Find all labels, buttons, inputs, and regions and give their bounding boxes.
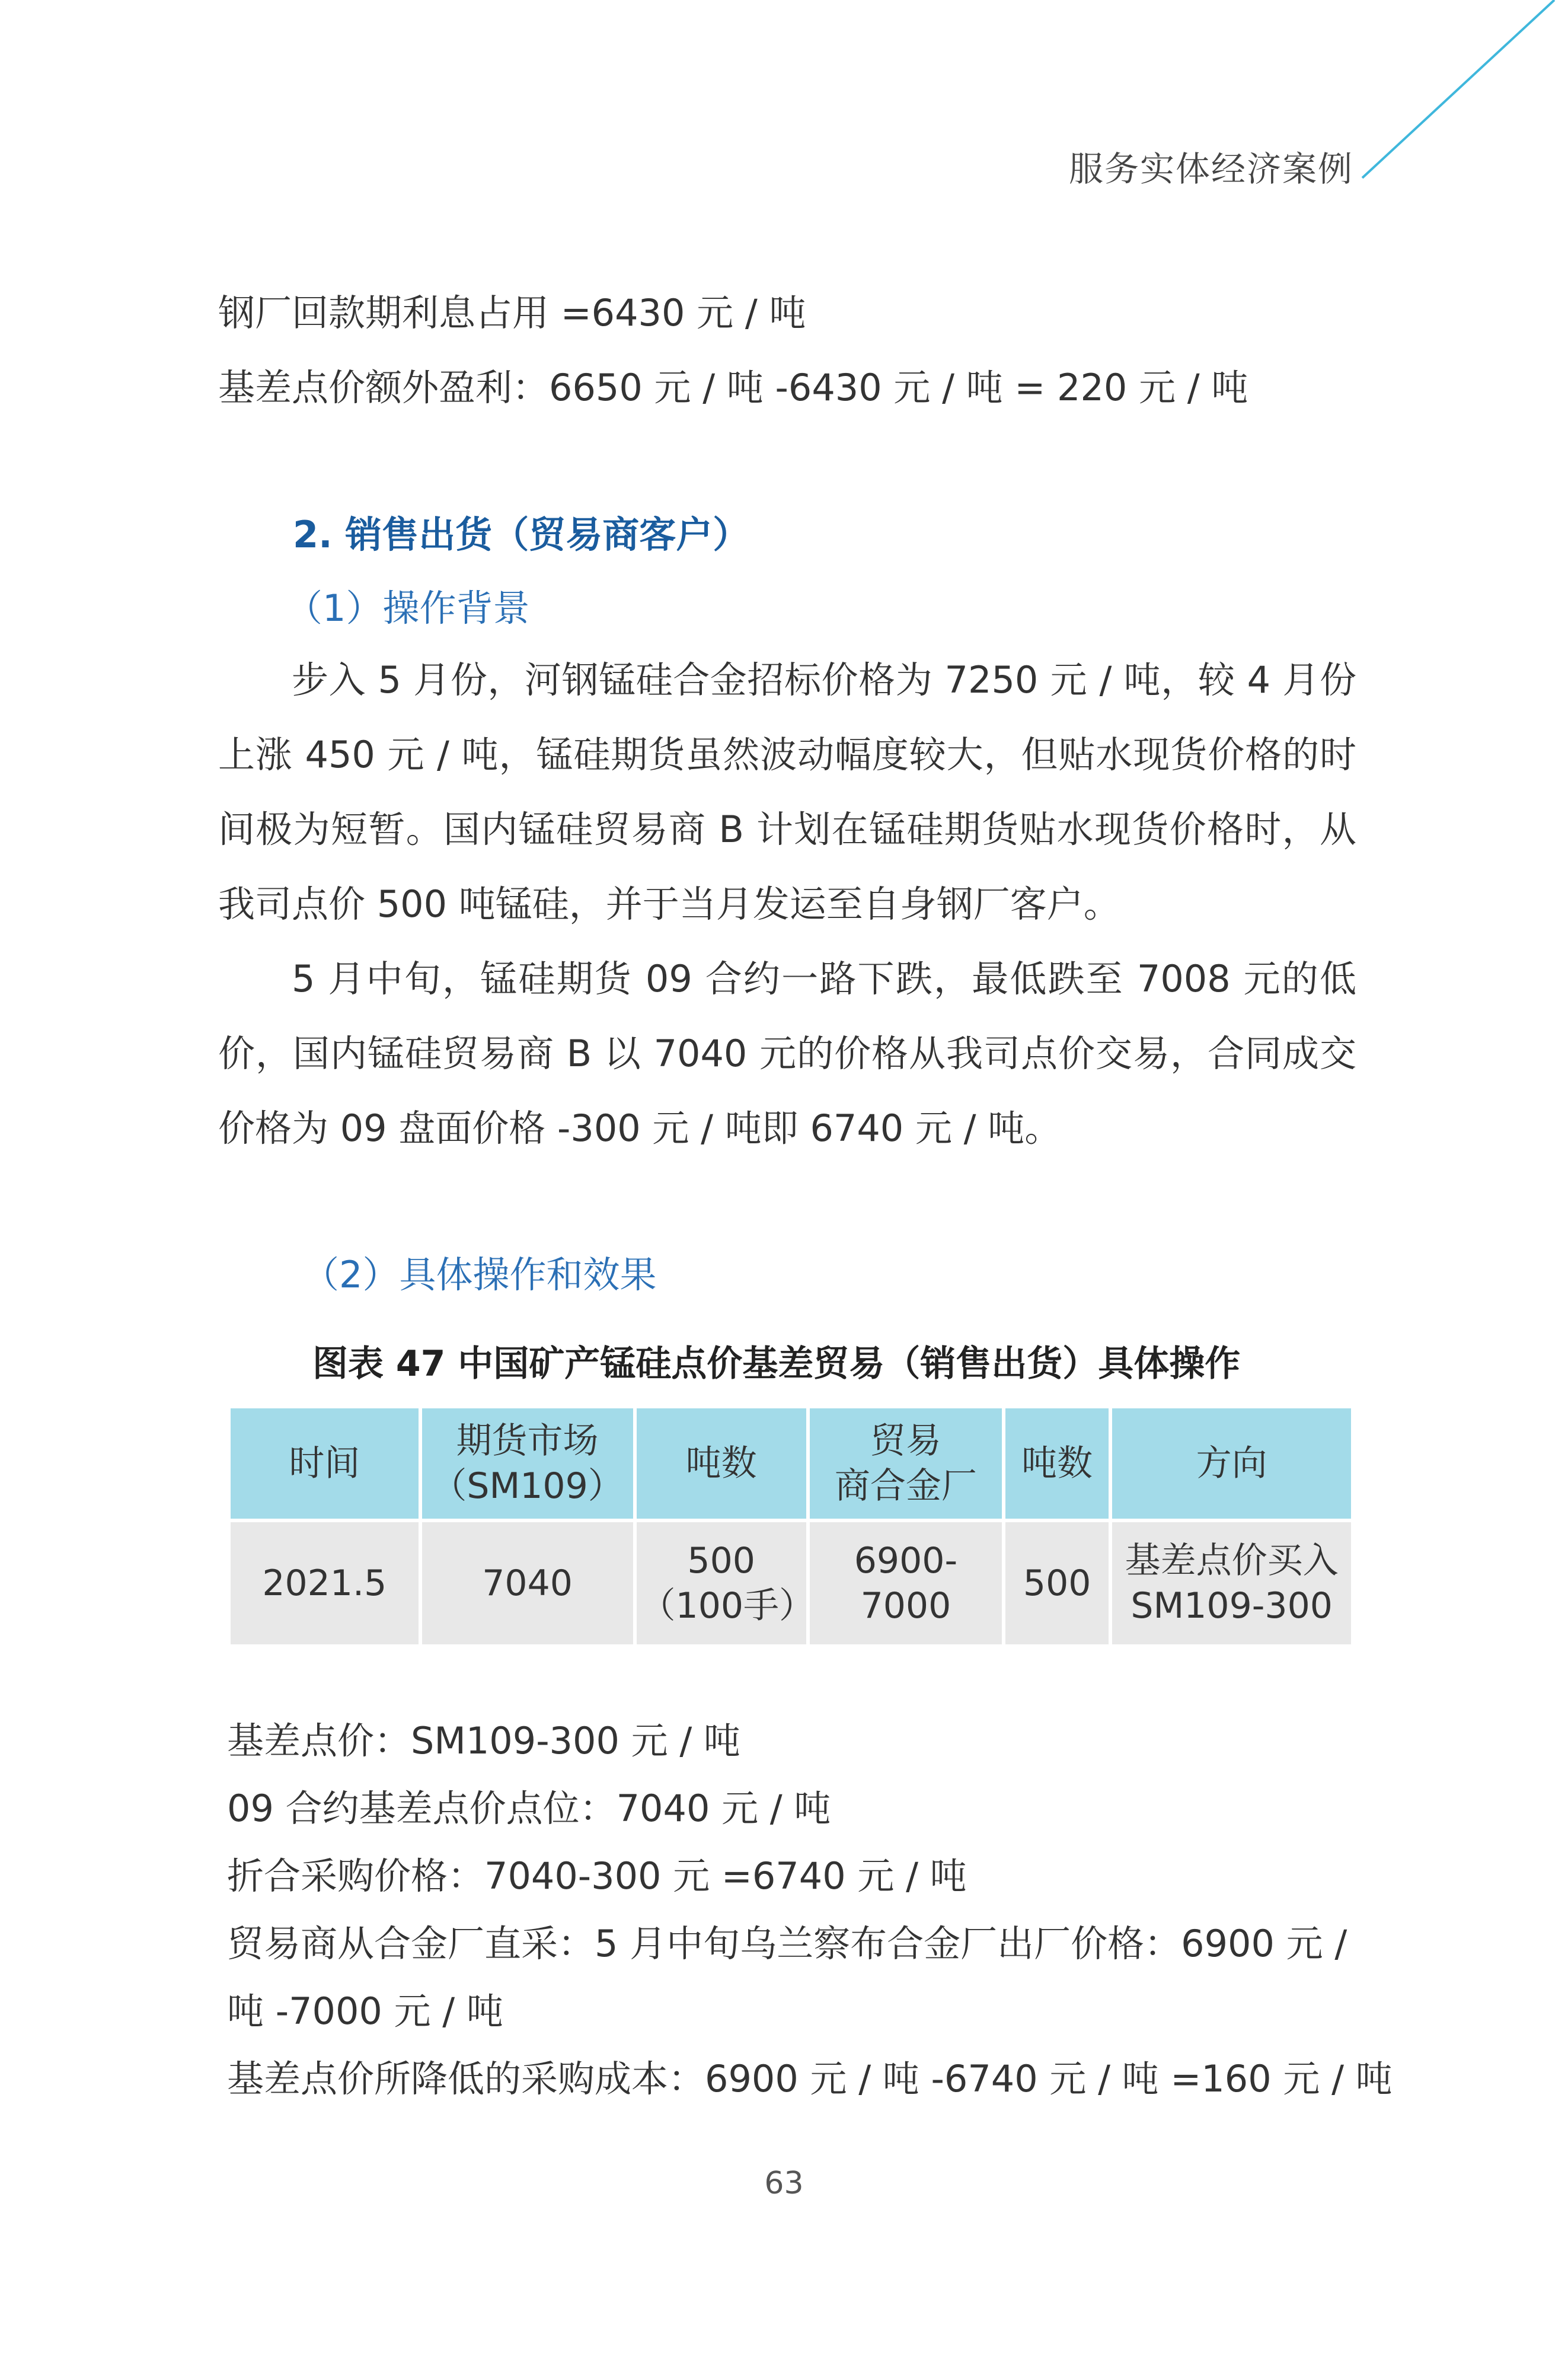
paragraph-mid-may-text: 5 月中旬，锰硅期货 09 合约一路下跌，最低跌至 7008 元的低价，国内锰硅贸易商 B 以 7040 元的价格从我司点价交易，合同成交价格为 09 盘面价格 -300 元 / 吨即 6740 元 / 吨。 (218, 957, 1356, 1150)
cost-reduction-line: 基差点价所降低的采购成本：6900 元 / 吨 -6740 元 / 吨 =160 元 / 吨 (227, 2057, 1393, 2100)
cell-futures-price: 7040 (422, 1522, 633, 1644)
interest-line: 钢厂回款期利息占用 =6430 元 / 吨 (218, 291, 806, 334)
operation-table (227, 1408, 1355, 1644)
extra-profit-line: 基差点价额外盈利：6650 元 / 吨 -6430 元 / 吨 = 220 元 / 吨 (218, 366, 1248, 409)
purchase-price-line: 折合采购价格：7040-300 元 =6740 元 / 吨 (227, 1854, 967, 1898)
paragraph-background-text: 步入 5 月份，河钢锰硅合金招标价格为 7250 元 / 吨，较 4 月份上涨 450 元 / 吨，锰硅期货虽然波动幅度较大，但贴水现货价格的时间极为短暂。国内锰硅贸易商 B 计划在锰硅期货贴水现货价格时，从我司点价 500 吨锰硅，并于当月发运至自身钢厂客户。 (218, 658, 1356, 926)
cell-direction: 基差点价买入 SM109-300 (1112, 1522, 1351, 1644)
direct-purchase-line-cont: 吨 -7000 元 / 吨 (227, 1989, 503, 2033)
direct-purchase-line: 贸易商从合金厂直采：5 月中旬乌兰察布合金厂出厂价格：6900 元 / (227, 1922, 1347, 1965)
subheading-operation: （2）具体操作和效果 (302, 1253, 657, 1296)
section-heading: 2. 销售出货（贸易商客户） (293, 513, 750, 556)
cell-tonnage: 500 （100手） (637, 1522, 806, 1644)
cell-tonnage-2: 500 (1005, 1522, 1109, 1644)
cell-plant-price: 6900-7000 (810, 1522, 1002, 1644)
header-tonnage: 吨数 (637, 1408, 806, 1519)
header-trader-plant: 贸易 商合金厂 (810, 1408, 1002, 1519)
header-direction: 方向 (1112, 1408, 1351, 1519)
header-futures-market: 期货市场 （SM109） (422, 1408, 633, 1519)
table-caption: 图表 47 中国矿产锰硅点价基差贸易（销售出货）具体操作 (312, 1343, 1241, 1385)
paragraph-mid-may (218, 942, 1356, 1166)
basis-price-line: 基差点价：SM109-300 元 / 吨 (227, 1719, 740, 1762)
subheading-background: （1）操作背景 (286, 586, 530, 630)
header-tonnage-2: 吨数 (1005, 1408, 1109, 1519)
table-row (231, 1522, 1351, 1644)
running-header: 服务实体经济案例 (1068, 149, 1353, 189)
cell-time: 2021.5 (231, 1522, 419, 1644)
paragraph-background (218, 643, 1356, 942)
page-number: 63 (764, 2166, 804, 2201)
header-time: 时间 (231, 1408, 419, 1519)
contract-point-line: 09 合约基差点价点位：7040 元 / 吨 (227, 1787, 831, 1830)
